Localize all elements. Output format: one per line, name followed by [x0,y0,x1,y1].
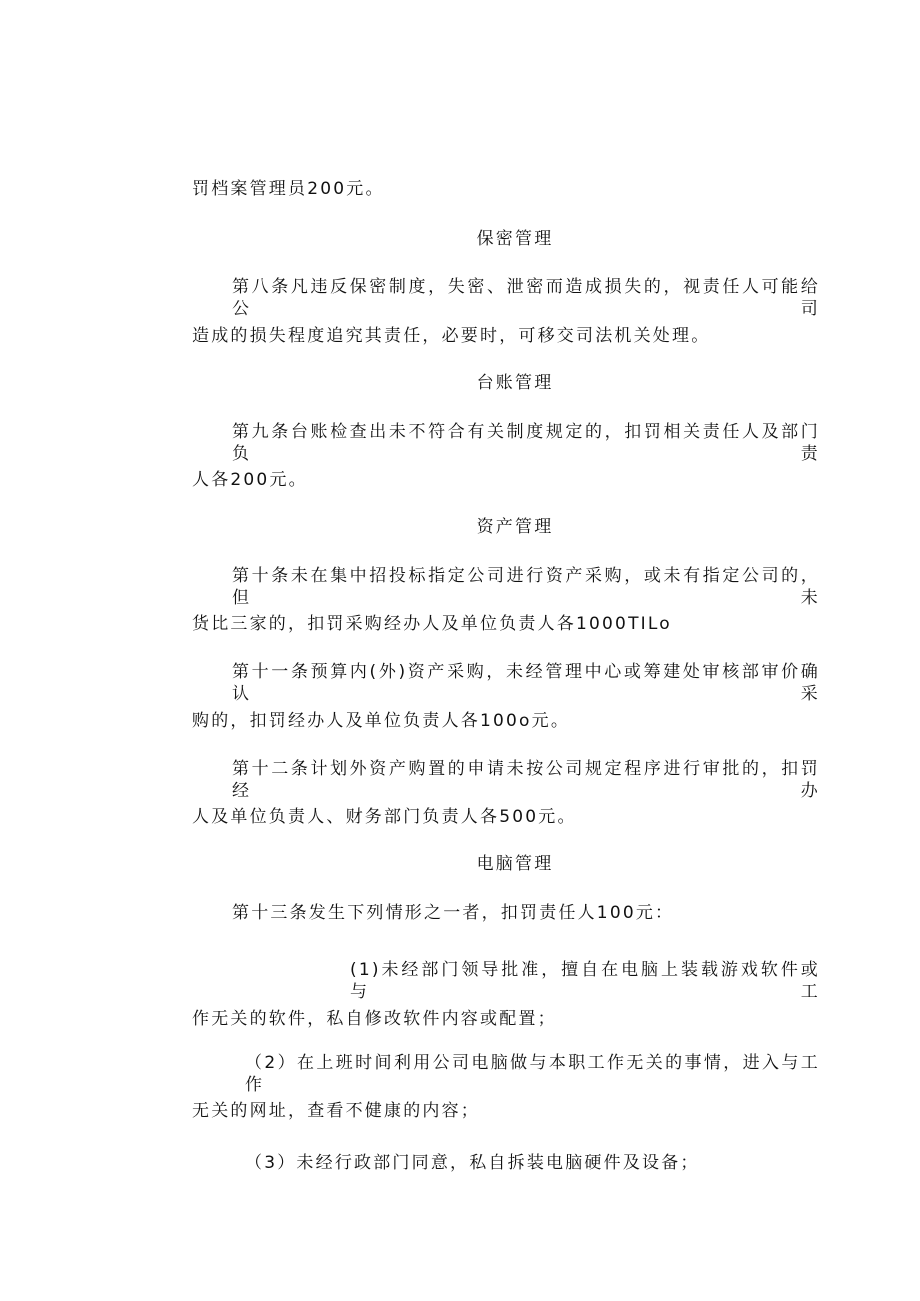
paragraph-line: 人及单位负责人、财务部门负责人各500元。 [192,807,577,827]
section-heading-computer: 电脑管理 [476,854,554,874]
section-heading-ledger: 台账管理 [476,373,554,393]
paragraph-line: 第九条台账检查出未不符合有关制度规定的，扣罚相关责任人及部门负责 [232,422,820,464]
paragraph-line: 第十二条计划外资产购置的申请未按公司规定程序进行审批的，扣罚经办 [232,759,820,801]
list-item-line: （3）未经行政部门同意，私自拆装电脑硬件及设备； [245,1153,700,1173]
paragraph-line: 第十条未在集中招投标指定公司进行资产采购，或未有指定公司的，但未 [232,566,820,608]
paragraph-line: 人各200元。 [192,470,308,490]
paragraph-line: 第十三条发生下列情形之一者，扣罚责任人100元： [232,903,675,923]
list-item-line: 作无关的软件，私自修改软件内容或配置； [192,1009,557,1029]
paragraph-line: 第八条凡违反保密制度，失密、泄密而造成损失的，视责任人可能给公司 [232,277,820,319]
paragraph-line: 购的，扣罚经办人及单位负责人各100o元。 [192,711,571,731]
paragraph-line: 造成的损失程度追究其责任，必要时，可移交司法机关处理。 [192,326,711,346]
section-heading-assets: 资产管理 [476,517,554,537]
paragraph-line: 罚档案管理员200元。 [192,179,385,199]
section-heading-secrecy: 保密管理 [476,229,554,249]
list-item-line: （2）在上班时间利用公司电脑做与本职工作无关的事情，进入与工作 [245,1053,820,1095]
list-item-line: (1)未经部门领导批准，擅自在电脑上装载游戏软件或与工 [350,960,820,1002]
list-item-line: 无关的网址，查看不健康的内容； [192,1101,480,1121]
paragraph-line: 货比三家的，扣罚采购经办人及单位负责人各1000TILo [192,614,672,634]
paragraph-line: 第十一条预算内(外)资产采购，未经管理中心或筹建处审核部审价确认采 [232,662,820,704]
